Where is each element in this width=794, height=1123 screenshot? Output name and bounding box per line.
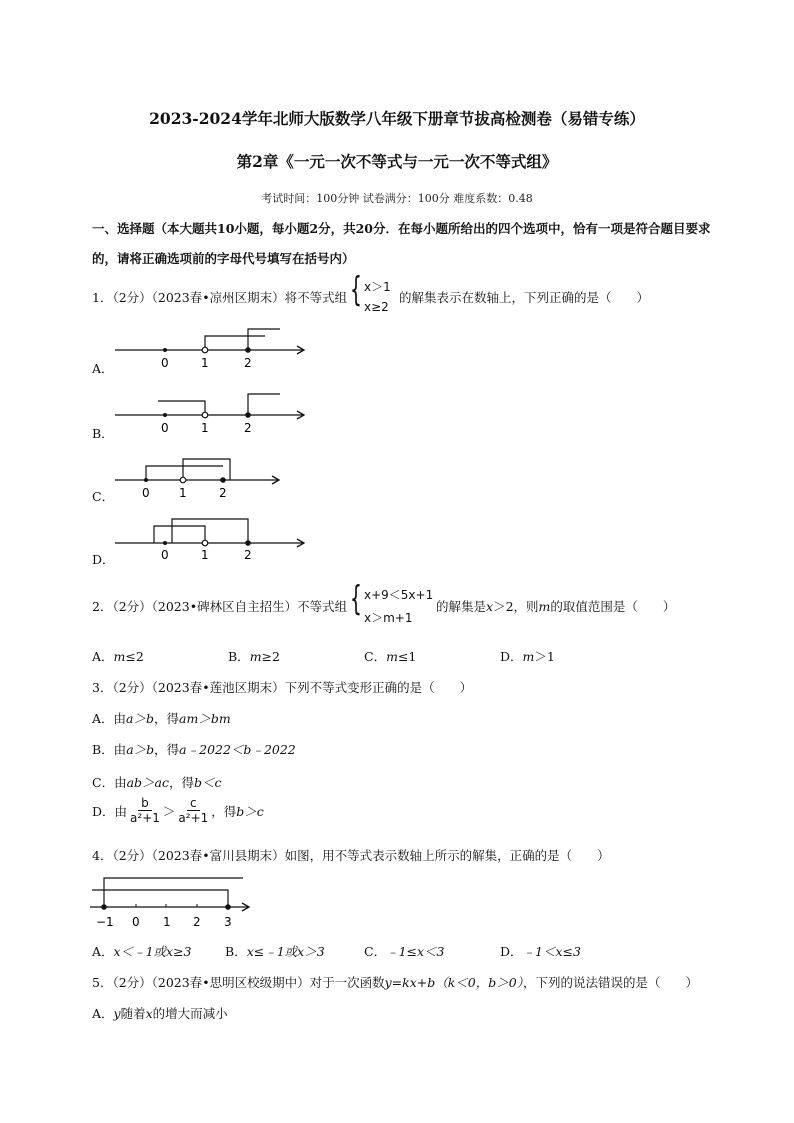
q1-option-a-label: A． [92,361,114,376]
q4-option-c: C．﹣1≤x＜3 [364,944,445,959]
q2-m-var: m [538,599,551,614]
q4-option-b: B．x≤﹣1或x＞3 [225,944,325,959]
q2-mid: 的解集是 [436,599,487,614]
q4-option-a: A．x＜﹣1或x≥3 [92,944,192,959]
q2-suffix: 的取值范围是（ ） [550,599,676,614]
q5-option-a: A．y随着x的增大而减小 [92,1006,228,1021]
q2-option-a: A．m≤2 [92,649,144,664]
q2-ineq1: x+9＜5x+1 [364,588,434,602]
tick-1: 1 [201,356,209,370]
q2-cond-var: x [486,599,494,614]
q2-brace: { [350,579,362,619]
tick-1: 1 [163,915,171,929]
page-title: 2023-2024学年北师大版数学八年级下册章节拔高检测卷（易错专练） [149,109,645,128]
tick-2: 2 [244,356,252,370]
tick-2: 2 [244,421,252,435]
q2-ineq2: x＞m+1 [364,611,413,625]
q1-number-line-c [110,455,290,505]
q4-option-d: D．﹣1＜x≤3 [500,944,581,959]
q3-d-fraction-2: $\frac{c}{\text{a²+1}}$ [178,796,209,825]
tick-2: 2 [193,915,201,929]
q3-option-a: A．由a＞b，得am＞bm [92,711,231,726]
q1-option-b-label: B． [92,426,114,441]
tick-neg1: −1 [96,915,114,929]
q1-prefix: 1．（2分）（2023春•凉州区期末）将不等式组 [92,290,348,305]
q3-option-d: D．由 $\frac{b}{\text{a²+1}}$ ＞ $\frac{c}{\text{a²+1}}$ ，得 b＞c [92,796,264,825]
q3-option-b: B．由a＞b，得a﹣2022＜b﹣2022 [92,742,296,757]
q3-option-c: C．由ab＞ac，得b＜c [92,775,222,790]
q1-number-line-a [110,325,310,375]
tick-2: 2 [219,486,227,500]
tick-2: 2 [244,548,252,562]
section-header: 一、选择题（本大题共10小题，每小题2分，共20分．在每小题所给出的四个选项中，恰有一项是符合题目要求的，请将正确选项前的字母代号填写在括号内） [92,221,711,266]
q2-option-d: D．m＞1 [500,649,555,664]
tick-0: 0 [161,548,169,562]
q1-brace: { [350,270,362,310]
q1-suffix: 的解集表示在数轴上，下列正确的是（ ） [399,290,650,305]
q2-option-c: C．m≤1 [364,649,417,664]
q2-condition [436,597,675,615]
q1-option-d-label: D． [92,552,115,567]
q4-number-line [88,870,258,930]
tick-1: 1 [179,486,187,500]
tick-1: 1 [201,421,209,435]
exam-info: 考试时间：100分钟 试卷满分：100分 难度系数：0.48 [261,192,533,205]
tick-3: 3 [224,915,232,929]
q1-number-line-b [110,390,310,440]
q5-stem: 5．（2分）（2023春•思明区校级期中）对于一次函数y=kx+b（k＜0，b＞0），下列的说法错误的是（ ） [92,975,698,990]
q2-prefix: 2．（2分）（2023•碑林区自主招生）不等式组 [92,599,348,614]
tick-0: 0 [161,356,169,370]
tick-0: 0 [142,486,150,500]
q1-ineq1: x＞1 [364,280,391,294]
q3-d-fraction-1: $\frac{b}{\text{a²+1}}$ [130,796,160,825]
q1-number-line-d [110,515,310,565]
q3-stem: 3．（2分）（2023春•莲池区期末）下列不等式变形正确的是（ ） [92,680,473,695]
q1-option-c-label: C． [92,489,115,504]
tick-1: 1 [201,548,209,562]
q2-option-b: B．m≥2 [228,649,280,664]
tick-0: 0 [161,421,169,435]
q1-ineq2: x≥2 [364,300,389,314]
page-subtitle: 第2章《一元一次不等式与一元一次不等式组》 [236,152,558,171]
q4-stem: 4．（2分）（2023春•富川县期末）如图，用不等式表示数轴上所示的解集，正确的是（ ） [92,848,610,863]
tick-0: 0 [132,915,140,929]
q2-cond-rest: ＞2，则 [493,599,539,614]
